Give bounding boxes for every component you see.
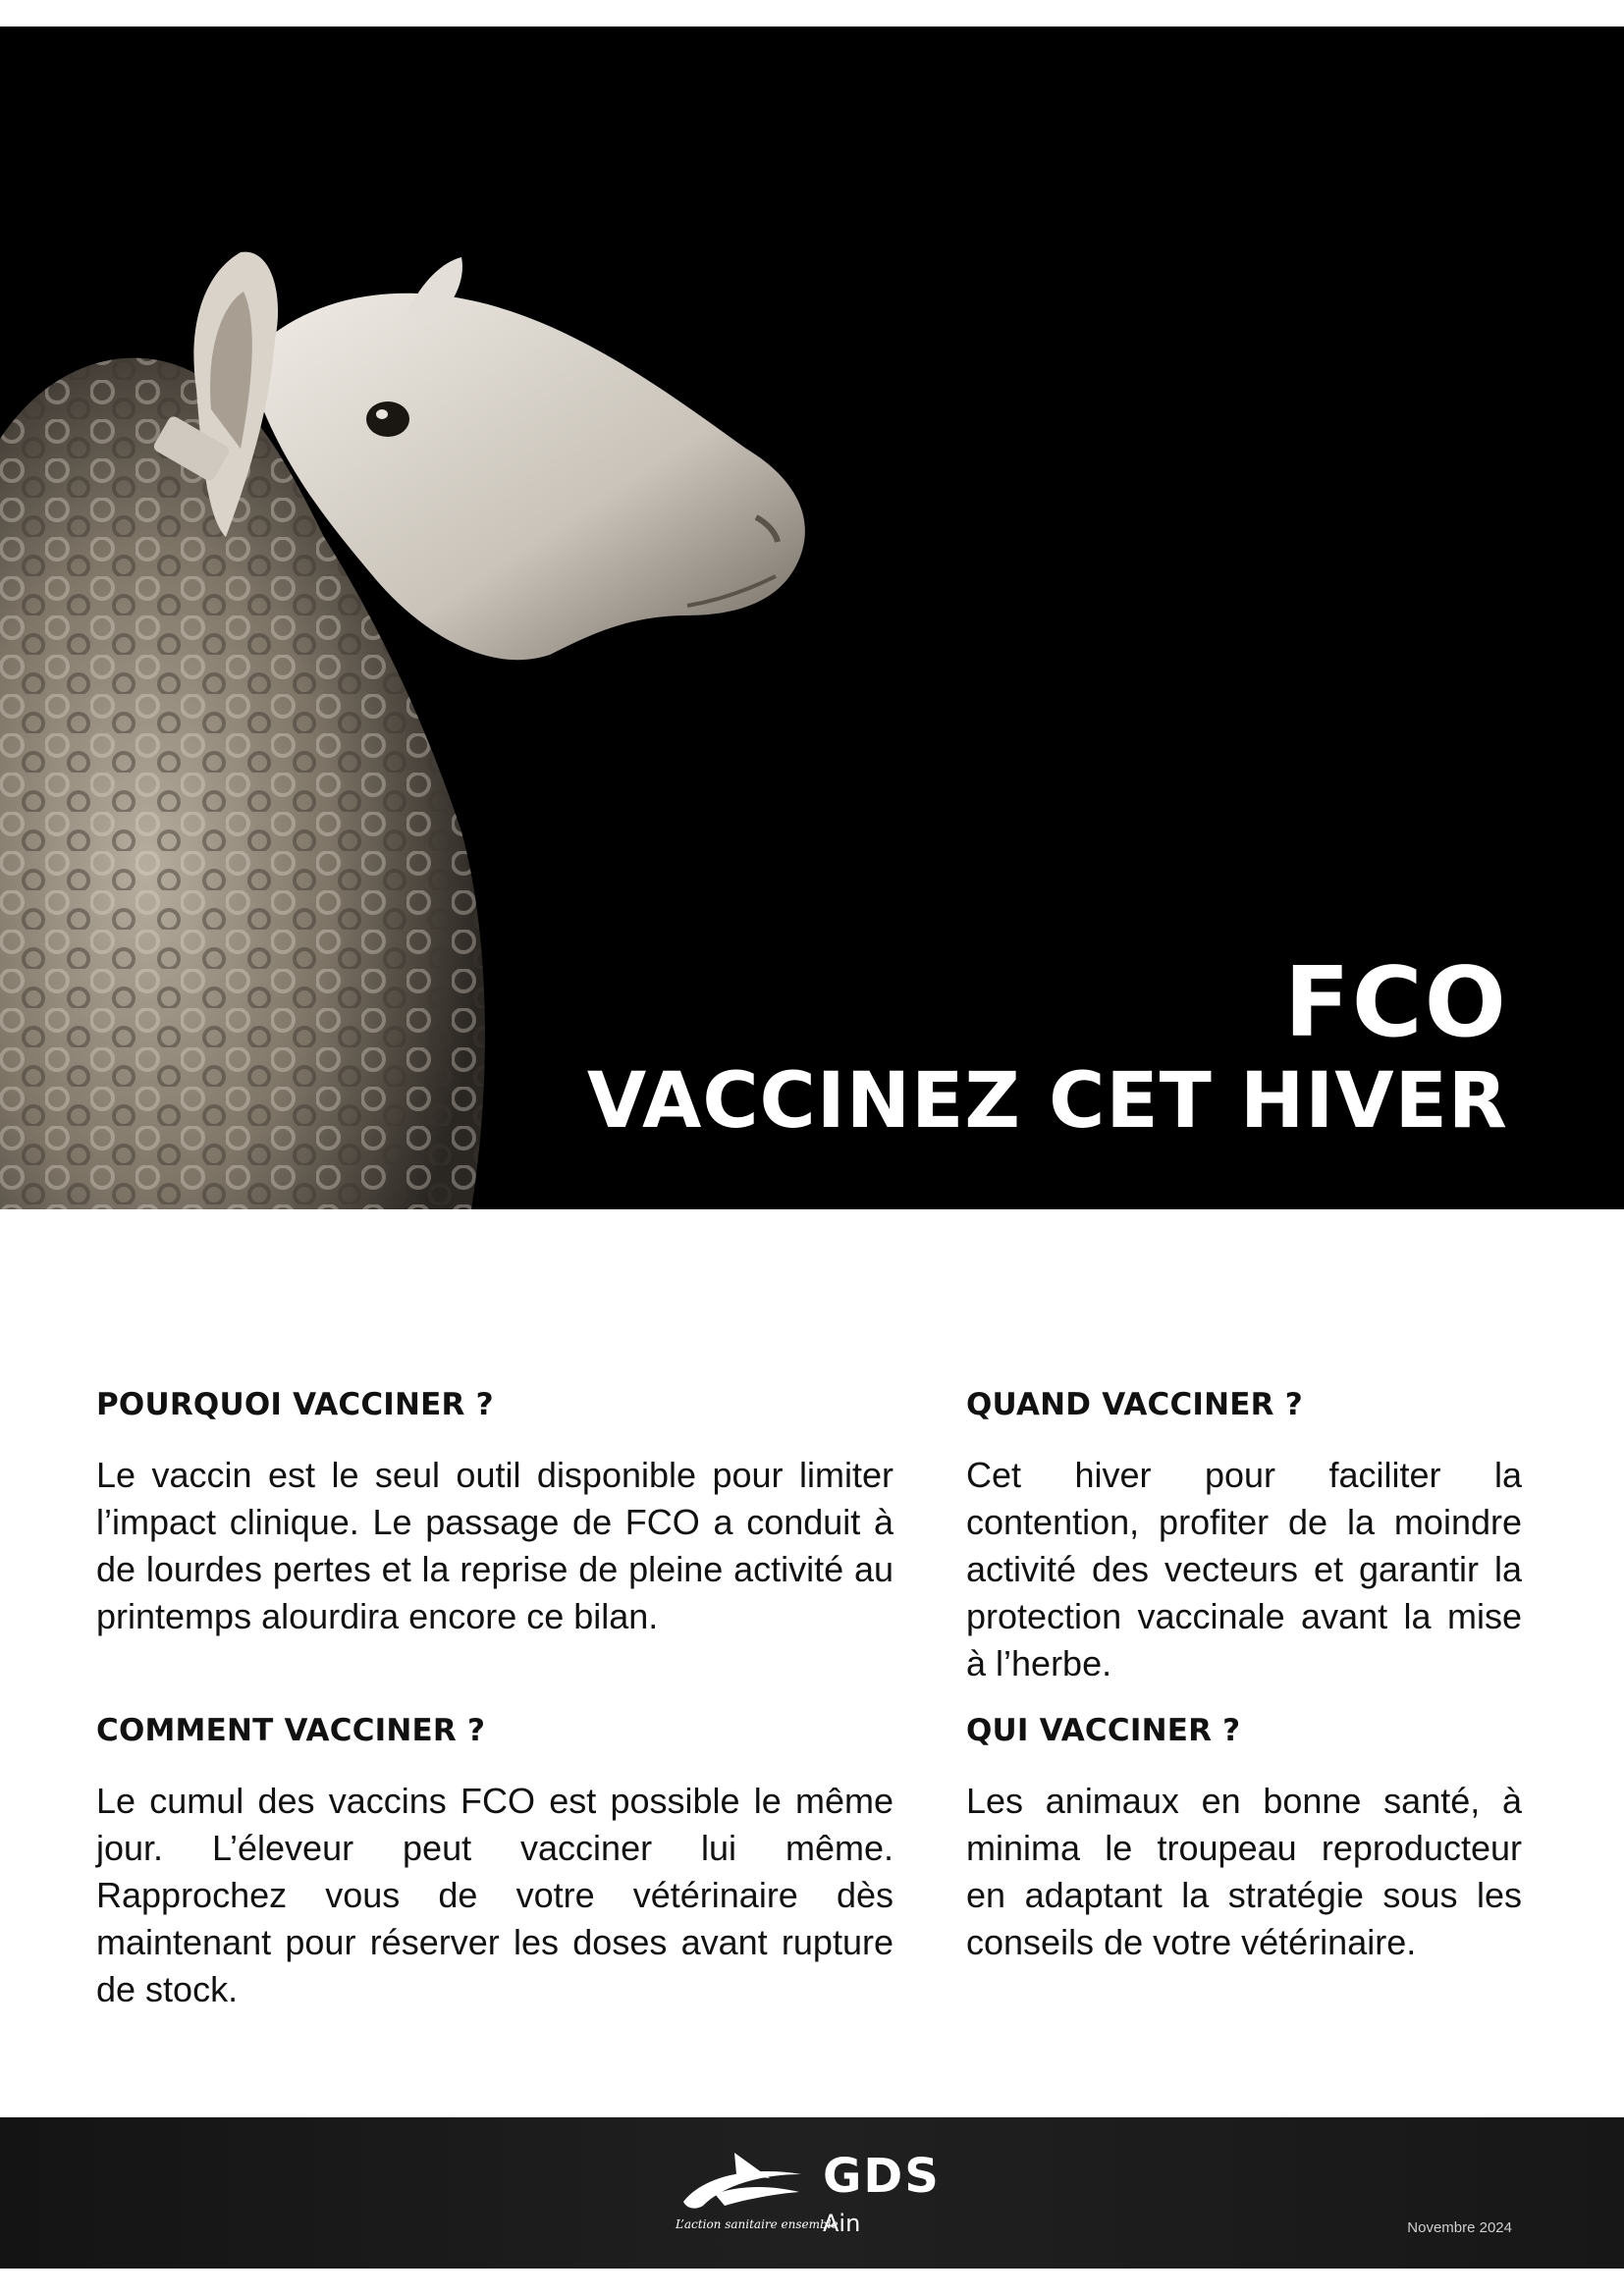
section-comment	[96, 1713, 893, 2013]
section-heading: COMMENT VACCINER ?	[96, 1713, 486, 1748]
logo-tagline: L’action sanitaire ensemble	[676, 2217, 839, 2231]
gds-logo	[676, 2145, 960, 2243]
section-body: Le cumul des vaccins FCO est possible le même jour. L’éleveur peut vacciner lui même. Rapprochez vous de votre vétérinaire dès maintenant pour réserver les doses avant rupture de stock.	[96, 1781, 893, 2009]
gds-swoosh-logo-icon	[676, 2145, 813, 2216]
section-quand	[966, 1387, 1522, 1687]
section-qui	[966, 1713, 1522, 1966]
logo-region: Ain	[823, 2210, 861, 2237]
hero-title-line1: FCO	[1283, 947, 1508, 1059]
hero-banner	[0, 27, 1624, 1209]
hero-title	[586, 947, 1508, 1148]
hero-title-line2: VACCINEZ CET HIVER	[586, 1057, 1508, 1146]
footer	[0, 2117, 1624, 2269]
logo-name: GDS	[823, 2149, 941, 2204]
section-body: Cet hiver pour faciliter la contention, profiter de la moindre activité des vecteurs et garantir la protection vaccinale avant la mise à l’herbe.	[966, 1455, 1522, 1683]
section-pourquoi	[96, 1387, 893, 1640]
section-heading: POURQUOI VACCINER ?	[96, 1387, 494, 1422]
section-heading: QUAND VACCINER ?	[966, 1387, 1303, 1422]
publication-date: Novembre 2024	[1407, 2219, 1512, 2236]
section-heading: QUI VACCINER ?	[966, 1713, 1241, 1748]
section-body: Le vaccin est le seul outil disponible pour limiter l’impact clinique. Le passage de FCO a conduit à de lourdes pertes et la reprise de pleine activité au printemps alourdira encore ce bilan.	[96, 1455, 893, 1636]
section-body: Les animaux en bonne santé, à minima le troupeau reproducteur en adaptant la stratégie sous les conseils de votre vétérinaire.	[966, 1781, 1522, 1962]
